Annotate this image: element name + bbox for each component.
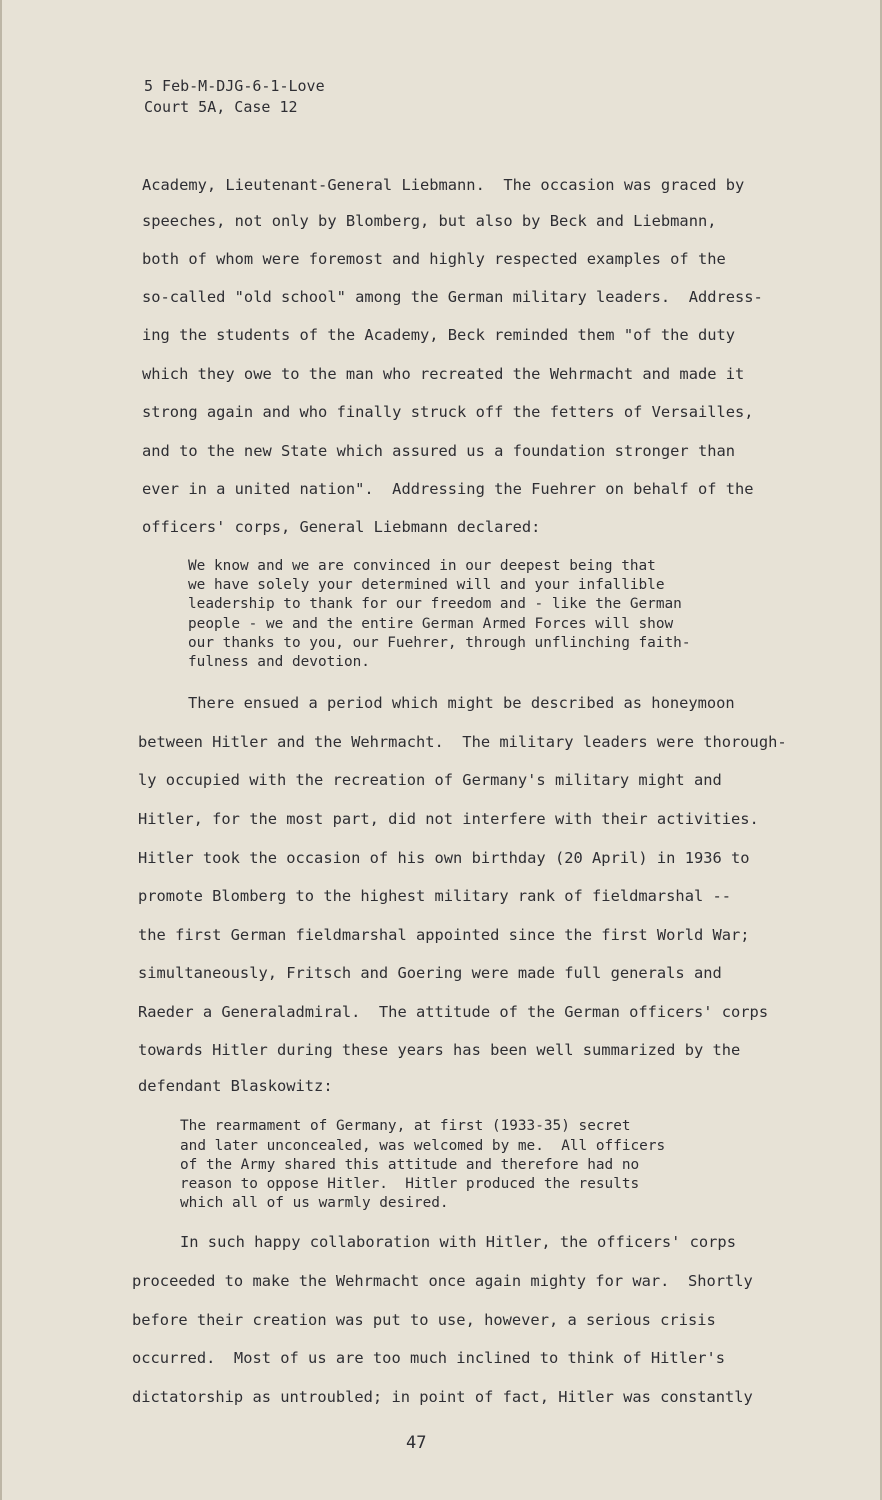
text-line: dictatorship as untroubled; in point of fact, Hitler was constantly xyxy=(132,1388,753,1406)
text-line: ever in a united nation". Addressing the Fuehrer on behalf of the xyxy=(142,480,754,498)
text-line: defendant Blaskowitz: xyxy=(138,1077,333,1095)
quote-line: which all of us warmly desired. xyxy=(180,1195,449,1211)
quote-line: and later unconcealed, was welcomed by me. All officers xyxy=(180,1138,666,1154)
text-line: which they owe to the man who recreated the Wehrmacht and made it xyxy=(142,365,745,383)
text-line: strong again and who finally struck off the fetters of Versailles, xyxy=(142,403,754,421)
page-number: 47 xyxy=(406,1433,427,1453)
quote-line: reason to oppose Hitler. Hitler produced the results xyxy=(180,1176,640,1192)
text-line: occurred. Most of us are too much inclined to think of Hitler's xyxy=(132,1349,726,1367)
text-line: In such happy collaboration with Hitler, the officers' corps xyxy=(180,1233,736,1251)
text-line: officers' corps, General Liebmann declared: xyxy=(142,518,541,536)
text-line: both of whom were foremost and highly respected examples of the xyxy=(142,250,726,268)
text-line: Raeder a Generaladmiral. The attitude of the German officers' corps xyxy=(138,1003,769,1021)
text-line: promote Blomberg to the highest military rank of fieldmarshal -- xyxy=(138,887,732,905)
text-line: ly occupied with the recreation of Germany's military might and xyxy=(138,771,722,789)
header-reference: 5 Feb-M-DJG-6-1-Love xyxy=(144,77,325,95)
text-line: speeches, not only by Blomberg, but also by Beck and Liebmann, xyxy=(142,212,717,230)
text-line: Academy, Lieutenant-General Liebmann. The occasion was graced by xyxy=(142,176,745,194)
text-line: before their creation was put to use, however, a serious crisis xyxy=(132,1311,716,1329)
text-line: the first German fieldmarshal appointed since the first World War; xyxy=(138,926,750,944)
header-court-case: Court 5A, Case 12 xyxy=(144,98,298,116)
text-line: simultaneously, Fritsch and Goering were made full generals and xyxy=(138,964,722,982)
quote-line: people - we and the entire German Armed Forces will show xyxy=(188,616,674,632)
text-line: between Hitler and the Wehrmacht. The military leaders were thorough- xyxy=(138,733,787,751)
text-line: proceeded to make the Wehrmacht once again mighty for war. Shortly xyxy=(132,1272,753,1290)
text-line: and to the new State which assured us a foundation stronger than xyxy=(142,442,736,460)
document-header xyxy=(144,76,325,118)
text-line: ing the students of the Academy, Beck reminded them "of the duty xyxy=(142,326,736,344)
quote-line: fulness and devotion. xyxy=(188,654,370,670)
quote-line: of the Army shared this attitude and therefore had no xyxy=(180,1157,640,1173)
text-line: Hitler, for the most part, did not interfere with their activities. xyxy=(138,810,759,828)
text-line: Hitler took the occasion of his own birthday (20 April) in 1936 to xyxy=(138,849,750,867)
quote-line: we have solely your determined will and your infallible xyxy=(188,577,665,593)
quote-line: We know and we are convinced in our deepest being that xyxy=(188,558,656,574)
text-line: so-called "old school" among the German military leaders. Address- xyxy=(142,288,763,306)
quote-line: leadership to thank for our freedom and - like the German xyxy=(188,596,682,612)
text-line: towards Hitler during these years has been well summarized by the xyxy=(138,1041,741,1059)
quote-line: The rearmament of Germany, at first (1933-35) secret xyxy=(180,1118,631,1134)
text-line: There ensued a period which might be described as honeymoon xyxy=(188,694,735,712)
quote-line: our thanks to you, our Fuehrer, through unflinching faith- xyxy=(188,635,691,651)
